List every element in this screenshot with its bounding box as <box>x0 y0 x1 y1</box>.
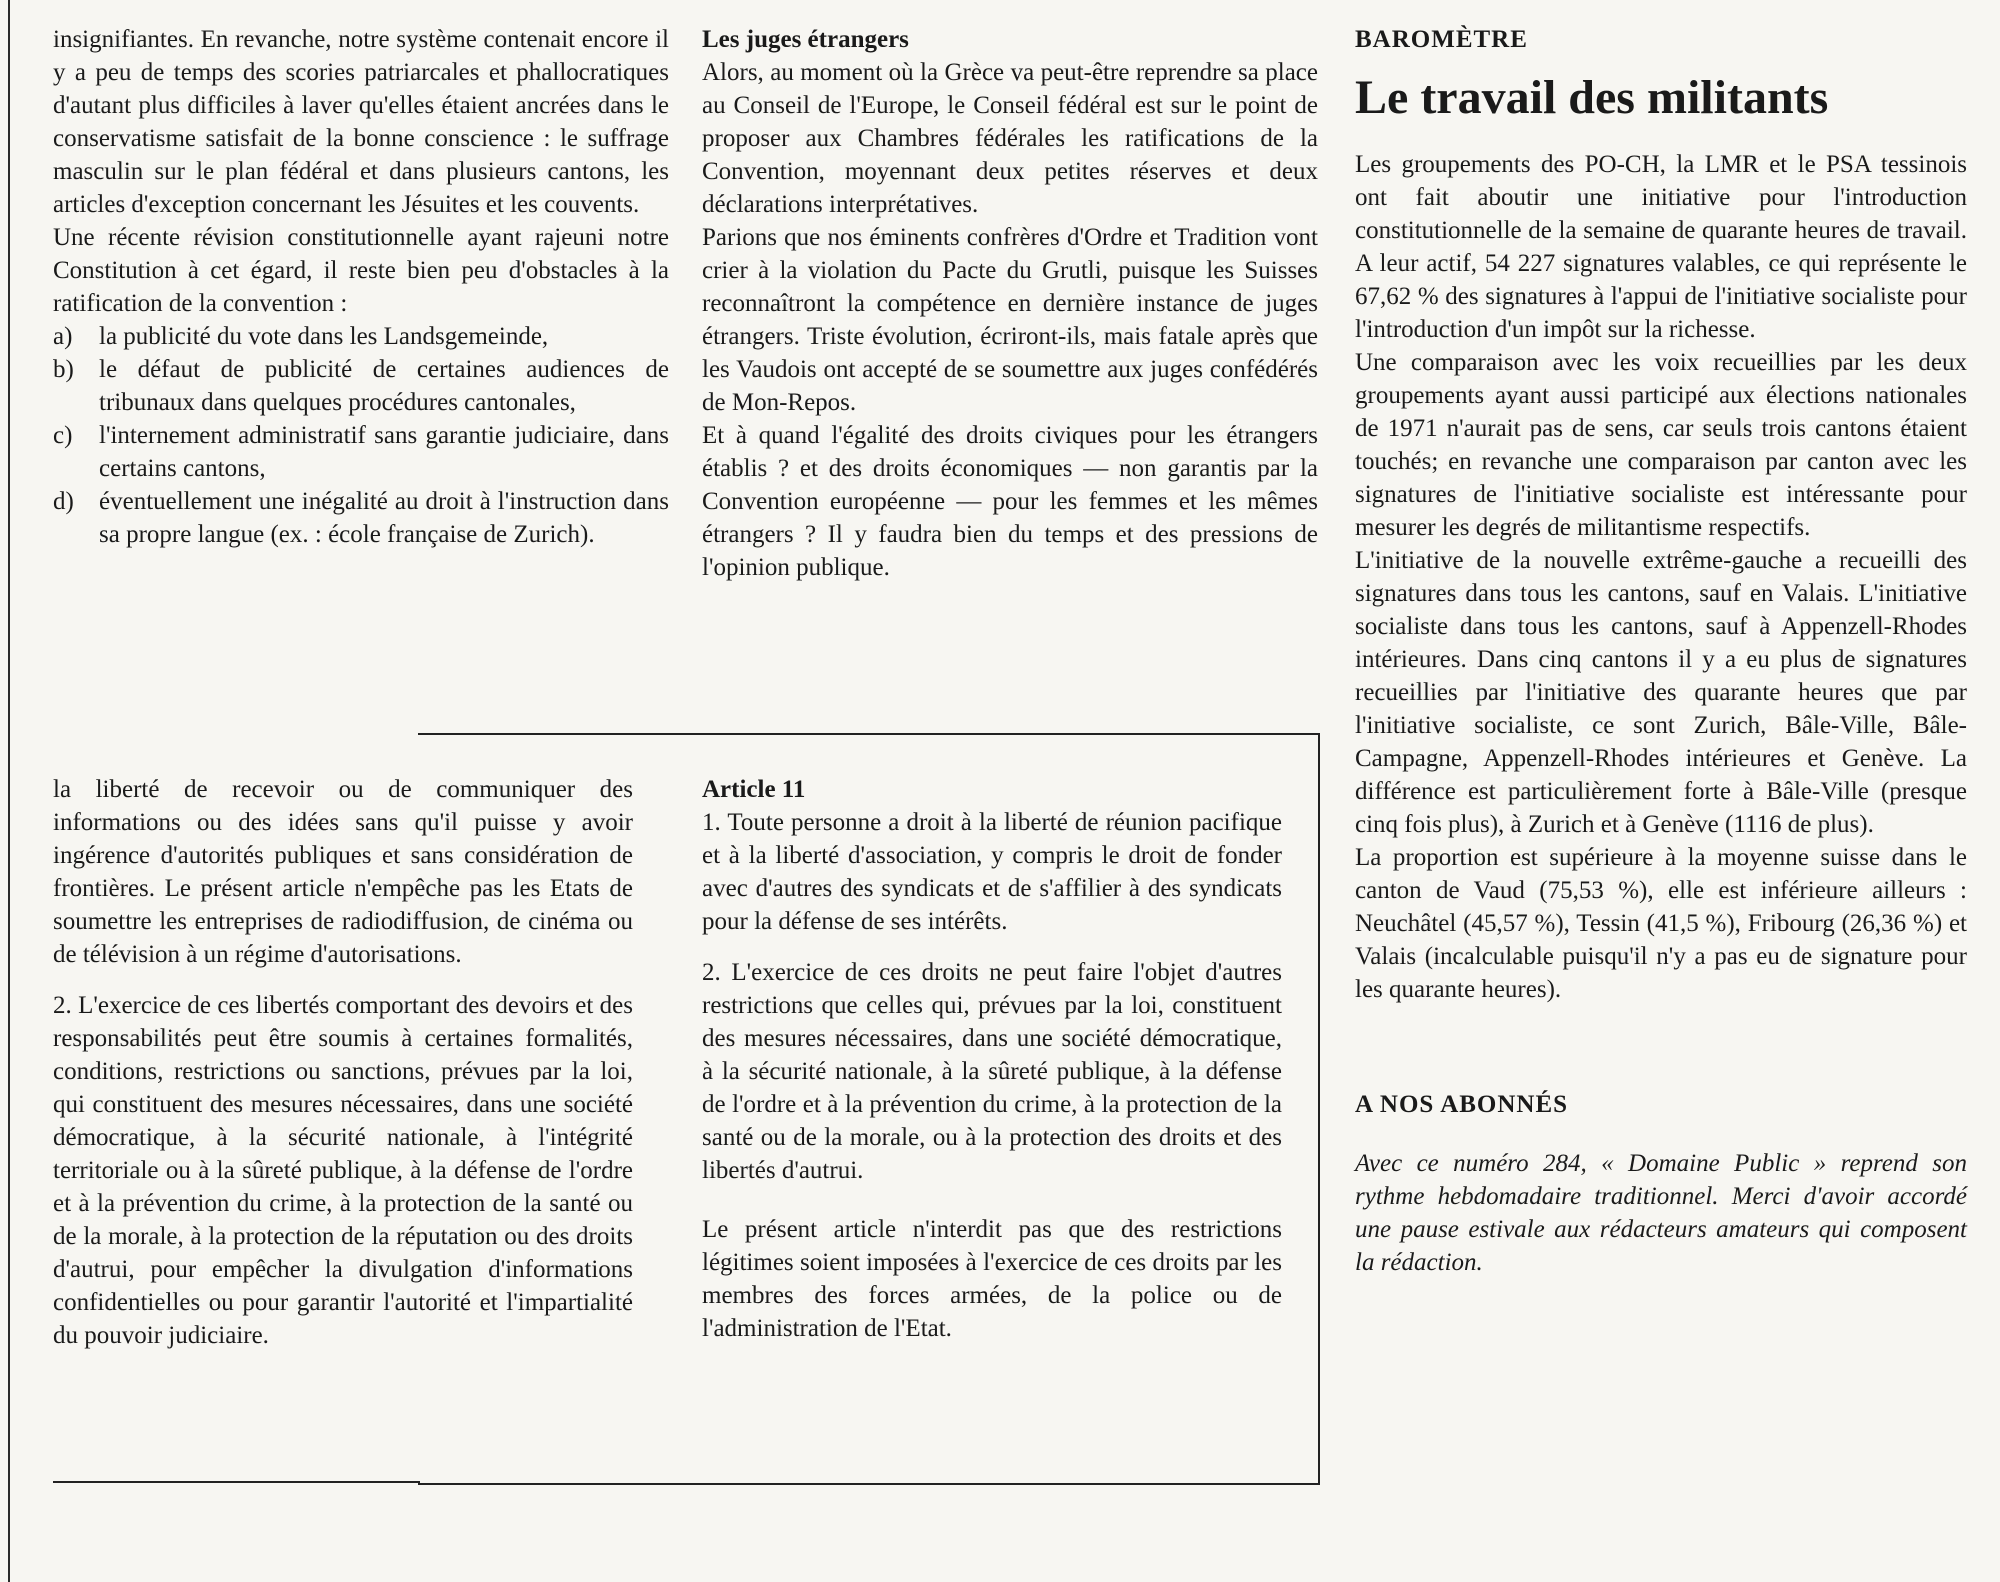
list-label: a) <box>53 323 73 350</box>
list-item <box>53 353 669 419</box>
list-text: le défaut de publicité de certaines audiences de tribunaux dans quelques procédures cantonales, <box>99 356 669 416</box>
convention-left-column <box>53 773 633 1352</box>
subscribers-note: Avec ce numéro 284, « Domaine Public » reprend son rythme hebdomadaire traditionnel. Merci d'avoir accordé une pause estivale aux rédacteurs amateurs qui composent la rédaction. <box>1355 1150 1967 1276</box>
list-item <box>53 419 669 485</box>
paragraph: Une récente révision constitutionnelle ayant rajeuni notre Constitution à cet égard, il reste bien peu d'obstacles à la ratification de la convention : <box>53 224 669 317</box>
paragraph: 1. Toute personne a droit à la liberté de réunion pacifique et à la liberté d'association, y compris le droit de fonder avec d'autres des syndicats et de s'affilier à des syndicats pour la défense de ses intérêts. <box>702 809 1282 935</box>
paragraph: Le présent article n'interdit pas que des restrictions légitimes soient imposées à l'exercice de ces droits par les membres des forces armées, de la police ou de l'administration de l'Etat. <box>702 1216 1282 1342</box>
paragraph: La proportion est supérieure à la moyenne suisse dans le canton de Vaud (75,53 %), elle est inférieure ailleurs : Neuchâtel (45,57 %), Tessin (41,5 %), Fribourg (26,36 %) et Valais (incalculable puisqu'il n'y a pas eu de signature pour les quarante heures). <box>1355 844 1967 1003</box>
box-bottom-rule <box>53 1481 420 1483</box>
section-heading: Les juges étrangers <box>702 26 909 53</box>
list-text: la publicité du vote dans les Landsgemeinde, <box>99 323 549 350</box>
list-item <box>53 320 669 353</box>
paragraph: Les groupements des PO-CH, la LMR et le PSA tessinois ont fait aboutir une initiative pour l'introduction constitutionnelle de la semaine de quarante heures de travail. A leur actif, 54 227 signatures valables, ce qui représente le 67,62 % des signatures à l'appui de l'initiative socialiste pour l'introduction d'un impôt sur la richesse. <box>1355 151 1967 343</box>
page-left-edge-line <box>8 0 10 1582</box>
convention-middle-column <box>702 773 1282 1345</box>
list-label: b) <box>53 356 74 383</box>
paragraph: 2. L'exercice de ces libertés comportant des devoirs et des responsabilités peut être soumis à certaines formalités, conditions, restrictions ou sanctions, prévues par la loi, qui constituent des mesures nécessaires, dans une société démocratique, à la sécurité nationale, à l'intégrité territoriale ou à la sûreté publique, à la défense de l'ordre et à la prévention du crime, à la protection de la santé ou de la morale, à la protection de la réputation ou des droits d'autrui, pour empêcher la divulgation d'informations confidentielles ou pour garantir l'autorité et l'impartialité du pouvoir judiciaire. <box>53 992 633 1349</box>
paragraph: insignifiantes. En revanche, notre système contenait encore il y a peu de temps des scories patriarcales et phallocratiques d'autant plus difficiles à laver qu'elles étaient ancrées dans le conservatisme satisfait de la bonne conscience : le suffrage masculin sur le plan fédéral et dans plusieurs cantons, les articles d'exception concernant les Jésuites et les couvents. <box>53 26 669 218</box>
paragraph: L'initiative de la nouvelle extrême-gauche a recueilli des signatures dans tous les cantons, sauf en Valais. L'initiative socialiste dans tous les cantons, sauf à Appenzell-Rhodes intérieures. Dans cinq cantons il y a eu plus de signatures recueillies par l'initiative des quarante heures que par l'initiative socialiste, ce sont Zurich, Bâle-Ville, Bâle-Campagne, Appenzell-Rhodes intérieures et Genève. La différence est particulièrement forte à Bâle-Ville (presque cinq fois plus), à Zurich et à Genève (1116 de plus). <box>1355 547 1967 838</box>
right-column <box>1355 23 1967 1279</box>
paragraph: Parions que nos éminents confrères d'Ordre et Tradition vont crier à la violation du Pacte du Grutli, puisque les Suisses reconnaîtront la compétence en dernière instance de juges étrangers. Triste évolution, écriront-ils, mais fatale après que les Vaudois ont accepté de se soumettre aux juges confédérés de Mon-Repos. <box>702 224 1318 416</box>
paragraph: Une comparaison avec les voix recueillies par les deux groupements ayant aussi participé aux élections nationales de 1971 n'aurait pas de sens, car seuls trois cantons étaient touchés; en revanche une comparaison par canton avec les signatures de l'initiative socialiste est intéressante pour mesurer les degrés de militantisme respectifs. <box>1355 349 1967 541</box>
paragraph: Et à quand l'égalité des droits civiques pour les étrangers établis ? et des droits économiques — non garantis par la Convention européenne — pour les femmes et les mêmes étrangers ? Il y faudra bien du temps et des pressions de l'opinion publique. <box>702 422 1318 581</box>
paragraph: la liberté de recevoir ou de communiquer des informations ou des idées sans qu'il puisse y avoir ingérence d'autorités publiques et sans considération de frontières. Le présent article n'empêche pas les Etats de soumettre les entreprises de radiodiffusion, de cinéma ou de télévision à un régime d'autorisations. <box>53 776 633 968</box>
list-label: d) <box>53 488 74 515</box>
section-label: BAROMÈTRE <box>1355 26 1528 53</box>
paragraph: Alors, au moment où la Grèce va peut-être reprendre sa place au Conseil de l'Europe, le Conseil fédéral est sur le point de proposer aux Chambres fédérales les ratifications de la Convention, moyennant deux petites réserves et deux déclarations interprétatives. <box>702 59 1318 218</box>
list-text: éventuellement une inégalité au droit à l'instruction dans sa propre langue (ex. : école française de Zurich). <box>99 488 669 548</box>
article-title: Le travail des militants <box>1355 71 1829 124</box>
paragraph: 2. L'exercice de ces droits ne peut faire l'objet d'autres restrictions que celles qui, prévues par la loi, constituent des mesures nécessaires, dans une société démocratique, à la sécurité nationale, à la sûreté publique, à la défense de l'ordre et à la prévention du crime, à la protection de la santé ou de la morale, ou à la protection des droits et des libertés d'autrui. <box>702 959 1282 1184</box>
subscribers-heading: A NOS ABONNÉS <box>1355 1091 1569 1118</box>
list-item <box>53 485 669 551</box>
top-left-column <box>53 23 669 551</box>
list-label: c) <box>53 422 73 449</box>
top-middle-column <box>702 23 1318 584</box>
article-heading: Article 11 <box>702 776 806 803</box>
list-text: l'internement administratif sans garantie judiciaire, dans certains cantons, <box>99 422 669 482</box>
